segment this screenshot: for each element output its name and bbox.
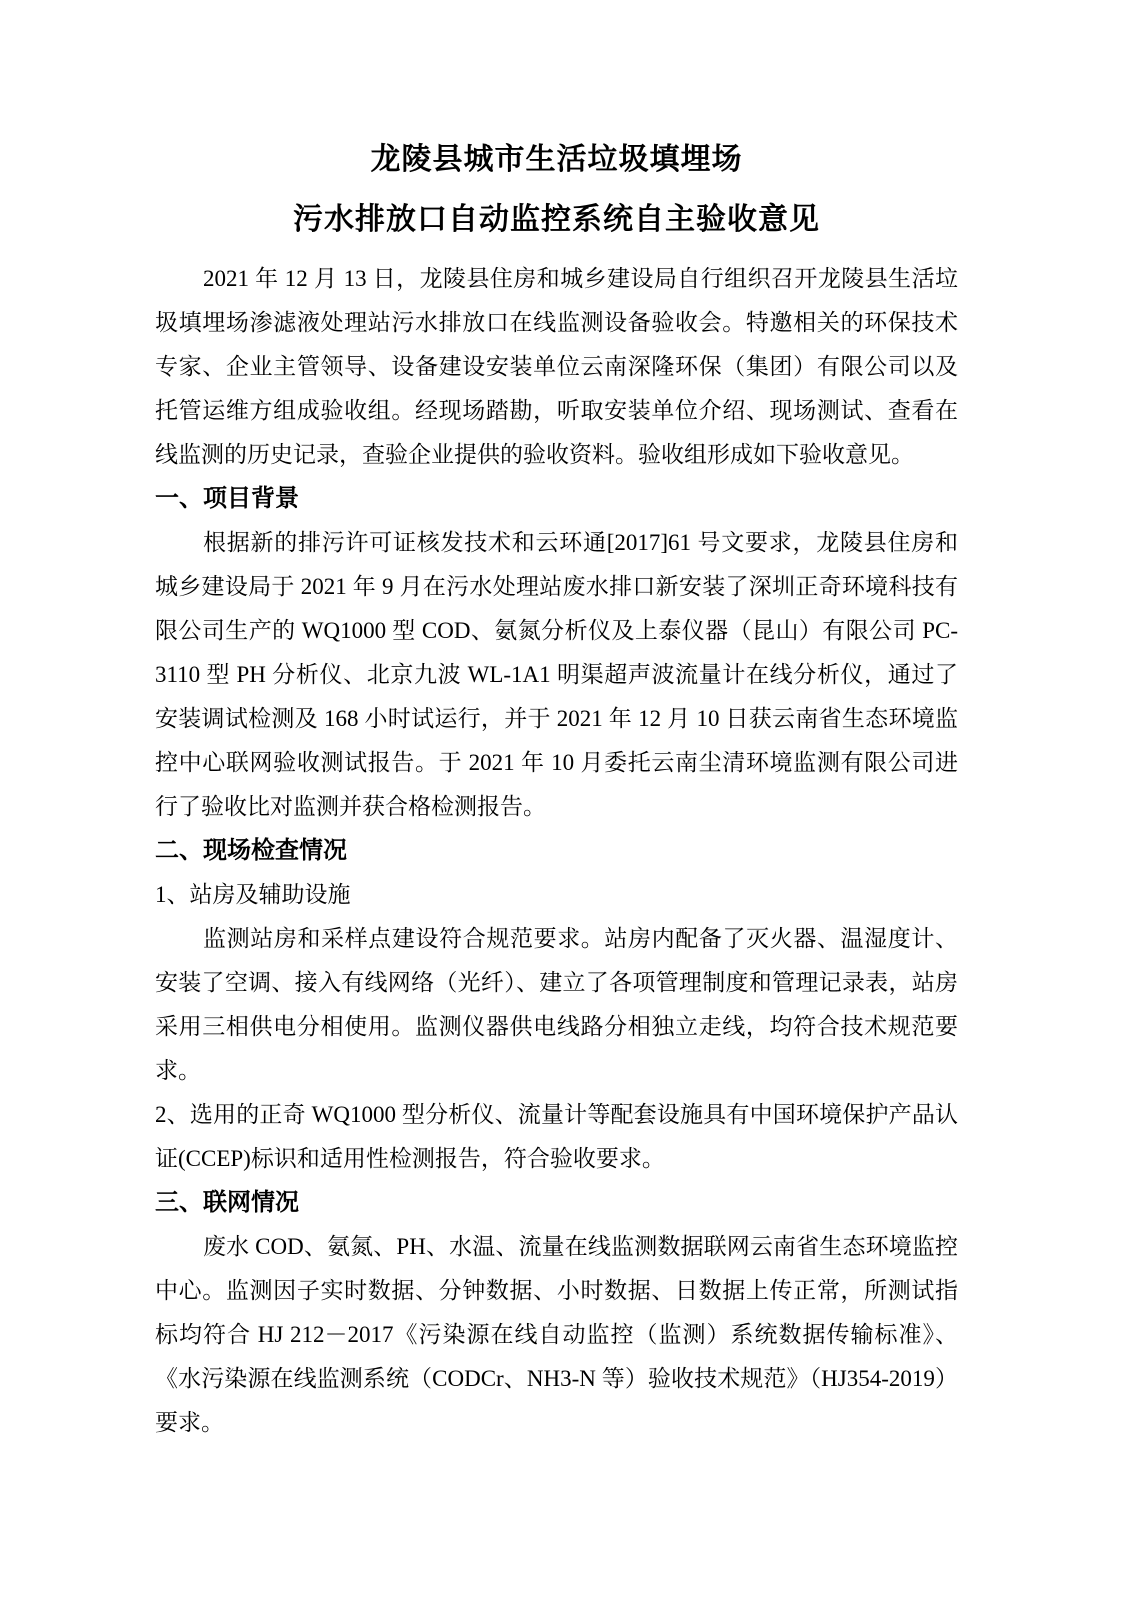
- section-2-subitem-title: 1、站房及辅助设施: [155, 882, 351, 907]
- intro-paragraph: 2021 年 12 月 13 日，龙陵县住房和城乡建设局自行组织召开龙陵县生活垃圾填埋场渗滤液处理站污水排放口在线监测设备验收会。特邀相关的环保技术专家、企业主管领导、设备建设安装单位云南深隆环保（集团）有限公司以及托管运维方组成验收组。经现场踏勘，听取安装单位介绍、现场测试、查看在线监测的历史记录，查验企业提供的验收资料。验收组形成如下验收意见。: [155, 266, 958, 467]
- section-2-paragraph-2: 2、选用的正奇 WQ1000 型分析仪、流量计等配套设施具有中国环境保护产品认证(CCEP)标识和适用性检测报告，符合验收要求。: [155, 1102, 958, 1171]
- section-1-heading: 一、项目背景: [155, 485, 299, 512]
- section-3-heading: 三、联网情况: [155, 1189, 299, 1216]
- section-2-heading: 二、现场检查情况: [155, 837, 347, 864]
- section-3-paragraph: 废水 COD、氨氮、PH、水温、流量在线监测数据联网云南省生态环境监控中心。监测因子实时数据、分钟数据、小时数据、日数据上传正常，所测试指标均符合 HJ 212－2017《污染源在线自动监控（监测）系统数据传输标准》、《水污染源在线监测系统（CODCr、NH3-N 等）验收技术规范》（HJ354-2019）要求。: [155, 1234, 958, 1435]
- section-1-paragraph: 根据新的排污许可证核发技术和云环通[2017]61 号文要求，龙陵县住房和城乡建设局于 2021 年 9 月在污水处理站废水排口新安装了深圳正奇环境科技有限公司生产的 WQ1000 型 COD、氨氮分析仪及上泰仪器（昆山）有限公司 PC-3110 型 PH 分析仪、北京九波 WL-1A1 明渠超声波流量计在线分析仪，通过了安装调试检测及 168 小时试运行，并于 2021 年 12 月 10 日获云南省生态环境监控中心联网验收测试报告。于 2021 年 10 月委托云南尘清环境监测有限公司进行了验收比对监测并获合格检测报告。: [155, 530, 958, 819]
- document-title-line-1: 龙陵县城市生活垃圾填埋场: [370, 143, 743, 176]
- document-content: [155, 130, 958, 1445]
- section-2-paragraph-1: 监测站房和采样点建设符合规范要求。站房内配备了灭火器、温湿度计、安装了空调、接入有线网络（光纤）、建立了各项管理制度和管理记录表，站房采用三相供电分相使用。监测仪器供电线路分相独立走线，均符合技术规范要求。: [155, 926, 958, 1083]
- document-title-line-2: 污水排放口自动监控系统自主验收意见: [293, 203, 820, 236]
